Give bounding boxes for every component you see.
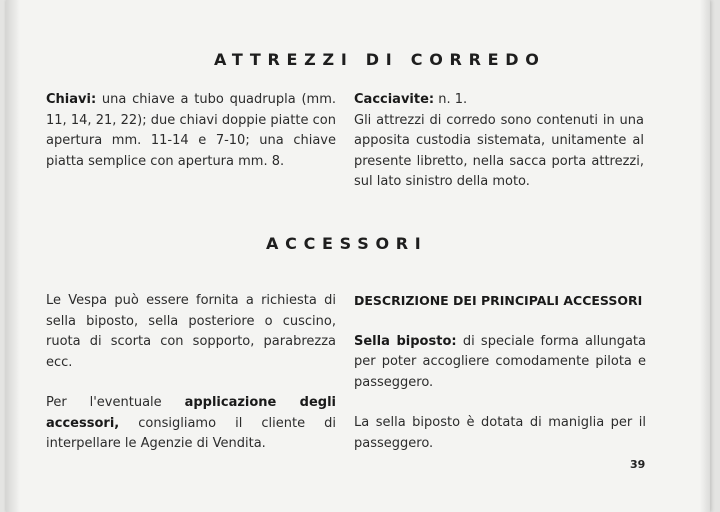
cacciavite-label: Cacciavite:: [354, 92, 435, 107]
chiavi-label: Chiavi:: [46, 92, 97, 107]
sella-biposto-paragraph: [354, 332, 646, 394]
applicazione-paragraph: [46, 393, 336, 455]
accessori-right-column: [354, 291, 646, 454]
chiavi-paragraph: [46, 90, 336, 172]
applicazione-bold-text: applicazione degli accessori,: [46, 395, 336, 431]
applicazione-pre-text: Per l'eventuale: [46, 395, 162, 410]
page-binding-shadow: [6, 0, 20, 512]
accessori-left-column: [46, 291, 336, 455]
page-number: 39: [630, 458, 646, 471]
maniglia-paragraph: La sella biposto è dotata di maniglia per il passeggero.: [354, 415, 646, 451]
cacciavite-text: n. 1.: [438, 92, 468, 107]
section-title-attrezzi-di-corredo: ATTREZZI DI CORREDO: [214, 50, 546, 69]
cacciavite-block: [354, 90, 644, 193]
applicazione-post-text: consigliamo il cliente di interpellare le Agenzie di Vendita.: [46, 415, 336, 451]
section-title-accessori: ACCESSORI: [266, 234, 428, 253]
accessori-intro-paragraph: Le Vespa può essere fornita a richiesta di sella biposto, sella posteriore o cuscino, ruota di scorta con sopporto, parabrezza ecc.: [46, 293, 336, 370]
custodia-paragraph: Gli attrezzi di corredo sono contenuti in una apposita custodia sistemata, unitamente al presente libretto, nella sacca porta attrezzi, sul lato sinistro della moto.: [354, 112, 644, 189]
page-edge-shadow: [700, 0, 710, 512]
sella-biposto-label: Sella biposto:: [354, 333, 457, 349]
sella-biposto-text: di speciale forma allungata per poter accogliere comodamente pilota e passeggero.: [354, 333, 646, 390]
chiavi-text: una chiave a tubo quadrupla (mm. 11, 14, 21, 22); due chiavi doppie piatte con apertura mm. 11-14 e 7-10; una chiave piatta semplice con apertura mm. 8.: [46, 92, 336, 169]
cacciavite-paragraph: [354, 90, 644, 111]
manual-page: [6, 0, 710, 512]
descrizione-accessori-title: DESCRIZIONE DEI PRINCIPALI ACCESSORI: [354, 293, 643, 308]
